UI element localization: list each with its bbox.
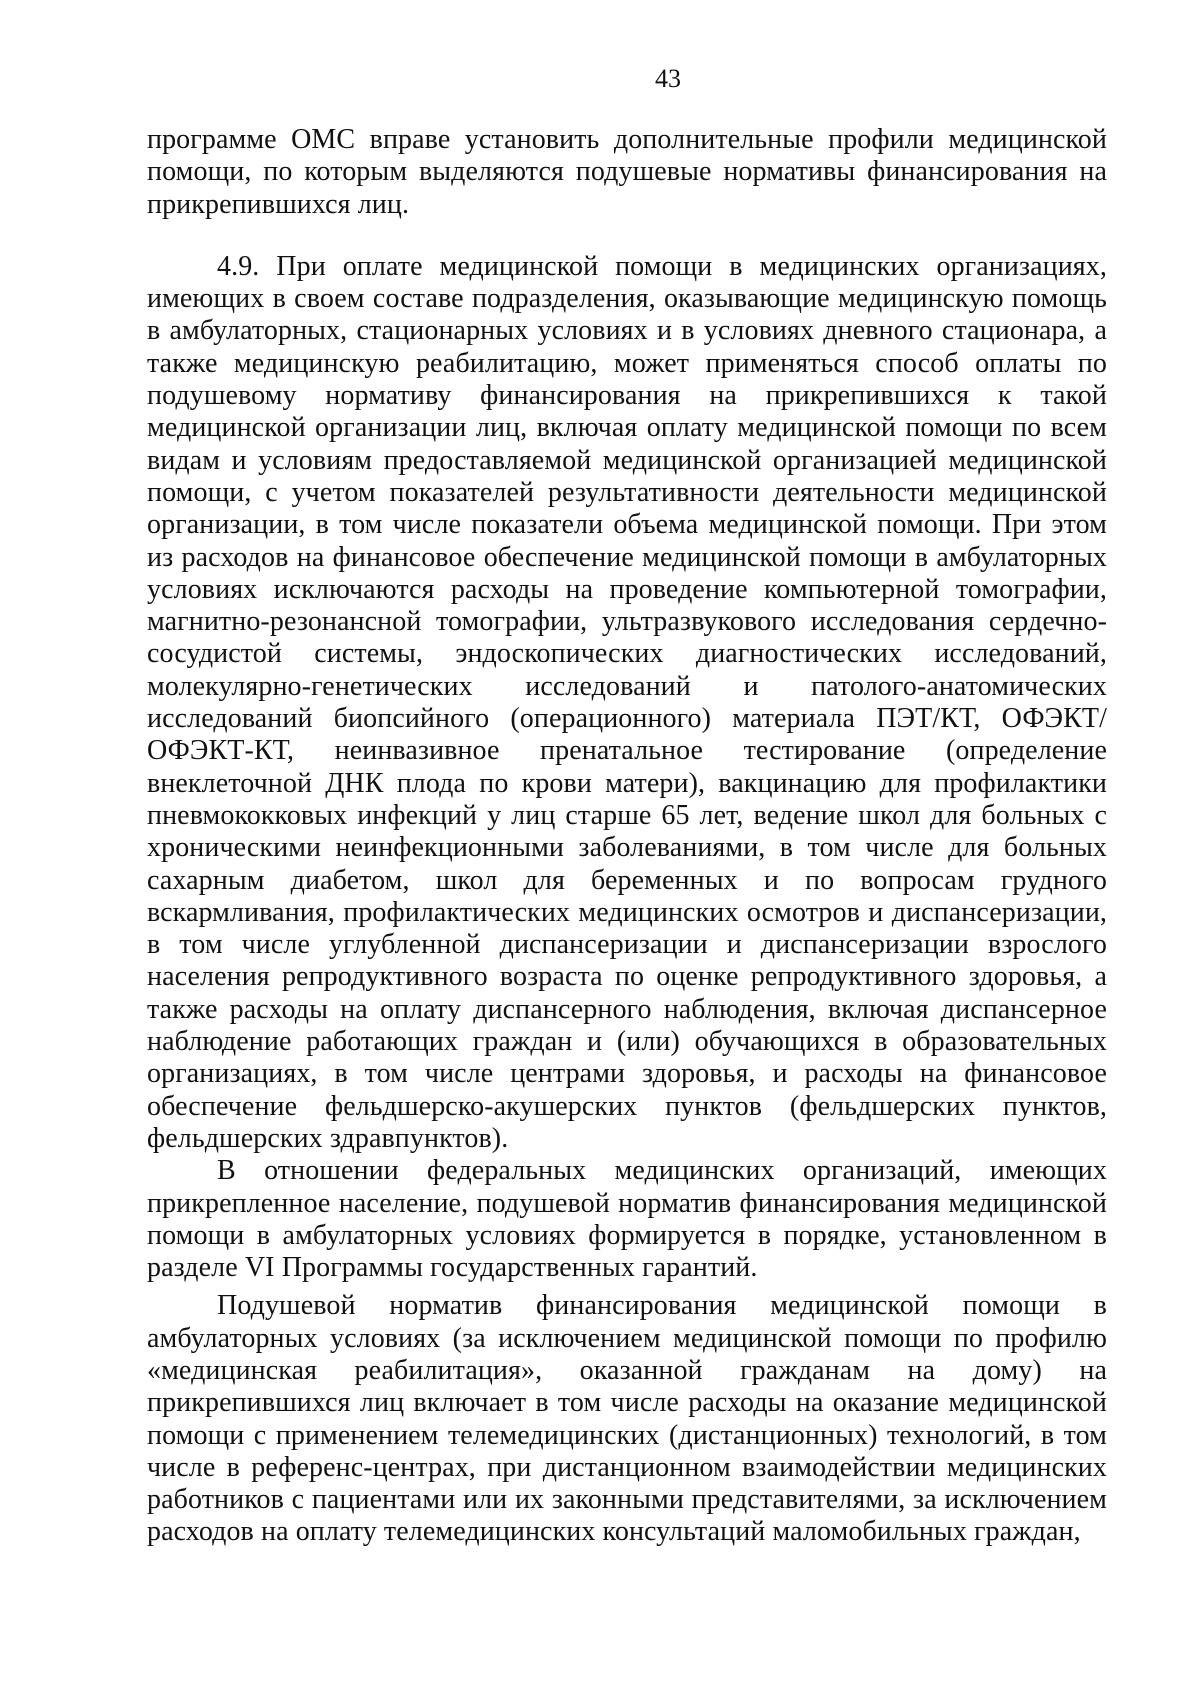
paragraph-continuation: программе ОМС вправе установить дополнительные профили медицинской помощи, по которым выделяются подушевые нормативы финансирования на прикрепившихся лиц. — [147, 124, 1107, 220]
document-body — [147, 124, 1107, 1549]
page-number: 43 — [655, 64, 681, 93]
paragraph-per-capita-standard: Подушевой норматив финансирования медицинской помощи в амбулаторных условиях (за исключением медицинской помощи по профилю «медицинская реабилитация», оказанной гражданам на дому) на прикрепившихся лиц включает в том числе расходы на оказание медицинской помощи с применением телемедицинских (дистанционных) технологий, в том числе в референс-центрах, при дистанционном взаимодействии медицинских работников с пациентами или их законными представителями, за исключением расходов на оплату телемедицинских консультаций маломобильных граждан, — [147, 1290, 1107, 1548]
paragraph-section-4-9: 4.9. При оплате медицинской помощи в медицинских организациях, имеющих в своем составе подразделения, оказывающие медицинскую помощь в амбулаторных, стационарных условиях и в условиях дневного стационара, а также медицинскую реабилитацию, может применяться способ оплаты по подушевому нормативу финансирования на прикрепившихся к такой медицинской организации лиц, включая оплату медицинской помощи по всем видам и условиям предоставляемой медицинской организацией медицинской помощи, с учетом показателей результативности деятельности медицинской организации, в том числе показатели объема медицинской помощи. При этом из расходов на финансовое обеспечение медицинской помощи в амбулаторных условиях исключаются расходы на проведение компьютерной томографии, магнитно-резонансной томографии, ультразвукового исследования сердечно-сосудистой системы, эндоскопических диагностических исследований, молекулярно-генетических исследований и патолого-анатомических исследований биопсийного (операционного) материала ПЭТ/КТ, ОФЭКТ/ОФЭКТ-КТ, неинвазивное пренатальное тестирование (определение внеклеточной ДНК плода по крови матери), вакцинацию для профилактики пневмококковых инфекций у лиц старше 65 лет, ведение школ для больных с хроническими неинфекционными заболеваниями, в том числе для больных сахарным диабетом, школ для беременных и по вопросам грудного вскармливания, профилактических медицинских осмотров и диспансеризации, в том числе углубленной диспансеризации и диспансеризации взрослого населения репродуктивного возраста по оценке репродуктивного здоровья, а также расходы на оплату диспансерного наблюдения, включая диспансерное наблюдение работающих граждан и (или) обучающихся в образовательных организациях, в том числе центрами здоровья, и расходы на финансовое обеспечение фельдшерско-акушерских пунктов (фельдшерских пунктов, фельдшерских здравпунктов). — [147, 250, 1107, 1154]
paragraph-federal-organizations: В отношении федеральных медицинских организаций, имеющих прикрепленное население, подушевой норматив финансирования медицинской помощи в амбулаторных условиях формируется в порядке, установленном в разделе VI Программы государственных гарантий. — [147, 1155, 1107, 1284]
